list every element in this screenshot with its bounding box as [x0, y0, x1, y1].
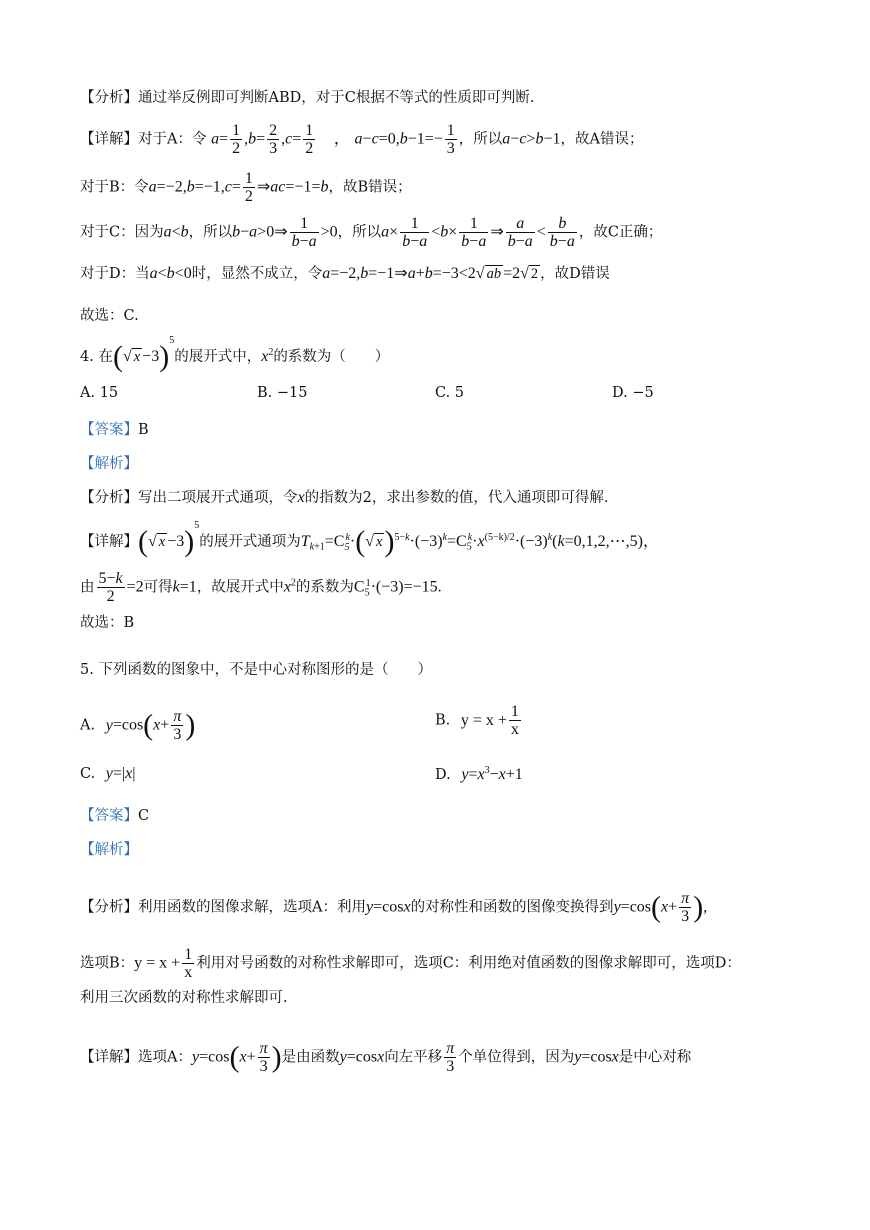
analysis-5-b: 选项B：y = x + $\frac{1}{x}$ 利用对号函数的对称性求解即可，选项C：利用绝对值函数的图像求解即可，选项D： [80, 946, 741, 981]
option-label: B. [435, 712, 451, 729]
analysis-text: 通过举反例即可判断ABD，对于C根据不等式的性质即可判断. [138, 90, 535, 106]
explanation-tag: 【解析】 [80, 456, 138, 472]
q4-option-a: A. 15 [80, 385, 119, 401]
detail-line-a: 【详解】对于A：令 a= $\frac{1}{2}$ ,b= $\frac{2}{3}$ ,c= $\frac{1}{2}$ ， a−c=0,b−1=− $\frac{1}{3}$ ，所以a−c>b−1，故A错误； [80, 122, 644, 157]
q5-option-a: A. y=cos(x+ $\frac{\pi}{3}$ ) [80, 708, 196, 743]
detail-text: 是由函数 [281, 1049, 340, 1066]
answer-4 [80, 420, 149, 440]
detail-text: 是中心对称 [618, 1049, 692, 1066]
detail-text: ，所以 [188, 224, 233, 241]
detail-line-c: 对于C：因为a<b，所以b−a>0⇒ $\frac{1}{b-a}$ >0，所以a× $\frac{1}{b-a}$ <b× $\frac{1}{b-a}$ ⇒ $\frac{a}{b-a}$ < $\frac{b}{b-a}$ ，故C正确； [80, 215, 663, 250]
analysis-tag: 【分析】 [80, 490, 138, 506]
detail-text: ，故展开式中 [196, 579, 284, 596]
analysis-tag: 【分析】 [80, 899, 138, 916]
question-text: 的系数为（ ） [273, 348, 390, 365]
analysis-text: 利用函数的图像求解，选项A：利用 [138, 899, 366, 916]
detail-5: 【详解】选项A：y=cos(x+ $\frac{\pi}{3}$ )是由函数y=cosx向左平移 $\frac{\pi}{3}$ 个单位得到，因为y=cosx是中心对称 [80, 1040, 692, 1075]
answer-tag: 【答案】 [80, 808, 138, 824]
analysis-text: 选项B： [80, 955, 135, 972]
q5-option-d: D. $y=x^3-x+1$ [435, 765, 523, 783]
analysis-5-c: 利用三次函数的对称性求解即可. [80, 990, 288, 1006]
q5-option-c: C. y=|x| [80, 765, 136, 782]
analysis-text: 利用对号函数的对称性求解即可，选项C：利用绝对值函数的图像求解即可，选项D： [196, 955, 741, 972]
detail-text: 个单位得到，因为 [458, 1049, 575, 1066]
analysis-tag: 【分析】 [80, 90, 138, 106]
detail-text: ，故D错误 [540, 266, 610, 282]
q5-option-b: B. y = x + $\frac{1}{x}$ [435, 703, 519, 738]
option-label: A. [80, 717, 96, 734]
analysis-line [80, 88, 534, 108]
answer-tag: 【答案】 [80, 422, 138, 438]
analysis-text: 的指数为2，求出参数的值，代入通项即可得解. [304, 490, 609, 506]
detail-text: 时，显然不成立，令 [191, 266, 323, 282]
detail-text: 的展开式通项为 [199, 533, 301, 550]
question-text: 的展开式中， [174, 348, 262, 365]
detail-text: ，所以 [458, 131, 503, 148]
answer-5 [80, 806, 149, 826]
q4-option-b: B. −15 [257, 385, 308, 401]
answer-choice-4: 故选：B [80, 615, 135, 631]
detail-tag: 【详解】 [80, 533, 138, 550]
detail-tag: 【详解】 [80, 131, 138, 148]
detail-text: ，所以 [337, 224, 382, 241]
question-text: 4. 在 [80, 348, 113, 365]
option-label: D. [435, 766, 451, 783]
question-4: 4. 在(√ x −3)$^5$的展开式中，$x^2$的系数为（ ） [80, 335, 390, 373]
question-5: 5. 下列函数的图象中，不是中心对称图形的是（ ） [80, 662, 432, 678]
answer-choice-line: 故选：C. [80, 308, 139, 324]
q4-option-d: D. −5 [612, 385, 654, 401]
analysis-text: 的对称性和函数的图像变换得到 [410, 899, 614, 916]
detail-text: ，故C正确； [578, 224, 663, 241]
detail-text: ，故B错误； [328, 179, 412, 196]
answer-value: C [138, 808, 150, 824]
analysis-5: 【分析】利用函数的图像求解，选项A：利用y=cosx的对称性和函数的图像变换得到y=cos(x+ $\frac{\pi}{3}$ ), [80, 890, 708, 925]
detail-text: 对于A：令 [138, 131, 207, 148]
detail-text: 对于D：当 [80, 266, 150, 282]
detail-text: 的系数为 [295, 579, 354, 596]
option-label: C. [80, 766, 96, 782]
detail-text: 对于C：因为 [80, 224, 164, 241]
detail-text: 由 [80, 579, 95, 596]
analysis-text: 写出二项展开式通项，令 [138, 490, 298, 506]
explanation-tag: 【解析】 [80, 842, 138, 858]
detail-text: 对于B：令 [80, 179, 149, 196]
detail-line-b: 对于B：令a=−2,b=−1,c= $\frac{1}{2}$ ⇒ac=−1=b，故B错误； [80, 170, 412, 205]
q4-option-c: C. 5 [435, 385, 465, 401]
detail-text: 向左平移 [384, 1049, 443, 1066]
detail-4: 【详解】(√ x −3)$^5$的展开式通项为$T_{k+1}=C_5^k\cdot(√$ $x)^{5-k}\cdot(-3)^k=C_5^k\cdot x^{(5-k)/2}\cdot(-3)^k(k=0,1,2,\cdots,5)$， [80, 520, 659, 558]
analysis-4: 【分析】写出二项展开式通项，令x的指数为2，求出参数的值，代入通项即可得解. [80, 489, 609, 506]
answer-value: B [138, 422, 149, 438]
detail-text: ，故A错误； [560, 131, 644, 148]
detail-tag: 【详解】 [80, 1049, 138, 1066]
detail-text: 可得 [143, 579, 173, 596]
detail-text: 选项A： [138, 1049, 192, 1066]
detail-line-d: 对于D：当a<b<0时，显然不成立，令a=−2,b=−1⇒a+b=−3<2√ ab =2√ 2 ，故D错误 [80, 265, 610, 282]
detail-4-b: 由 $\frac{5-k}{2}$ =2可得k=1，故展开式中$x^2$的系数为$C_5^1\cdot(-3)=-15$. [80, 570, 442, 605]
